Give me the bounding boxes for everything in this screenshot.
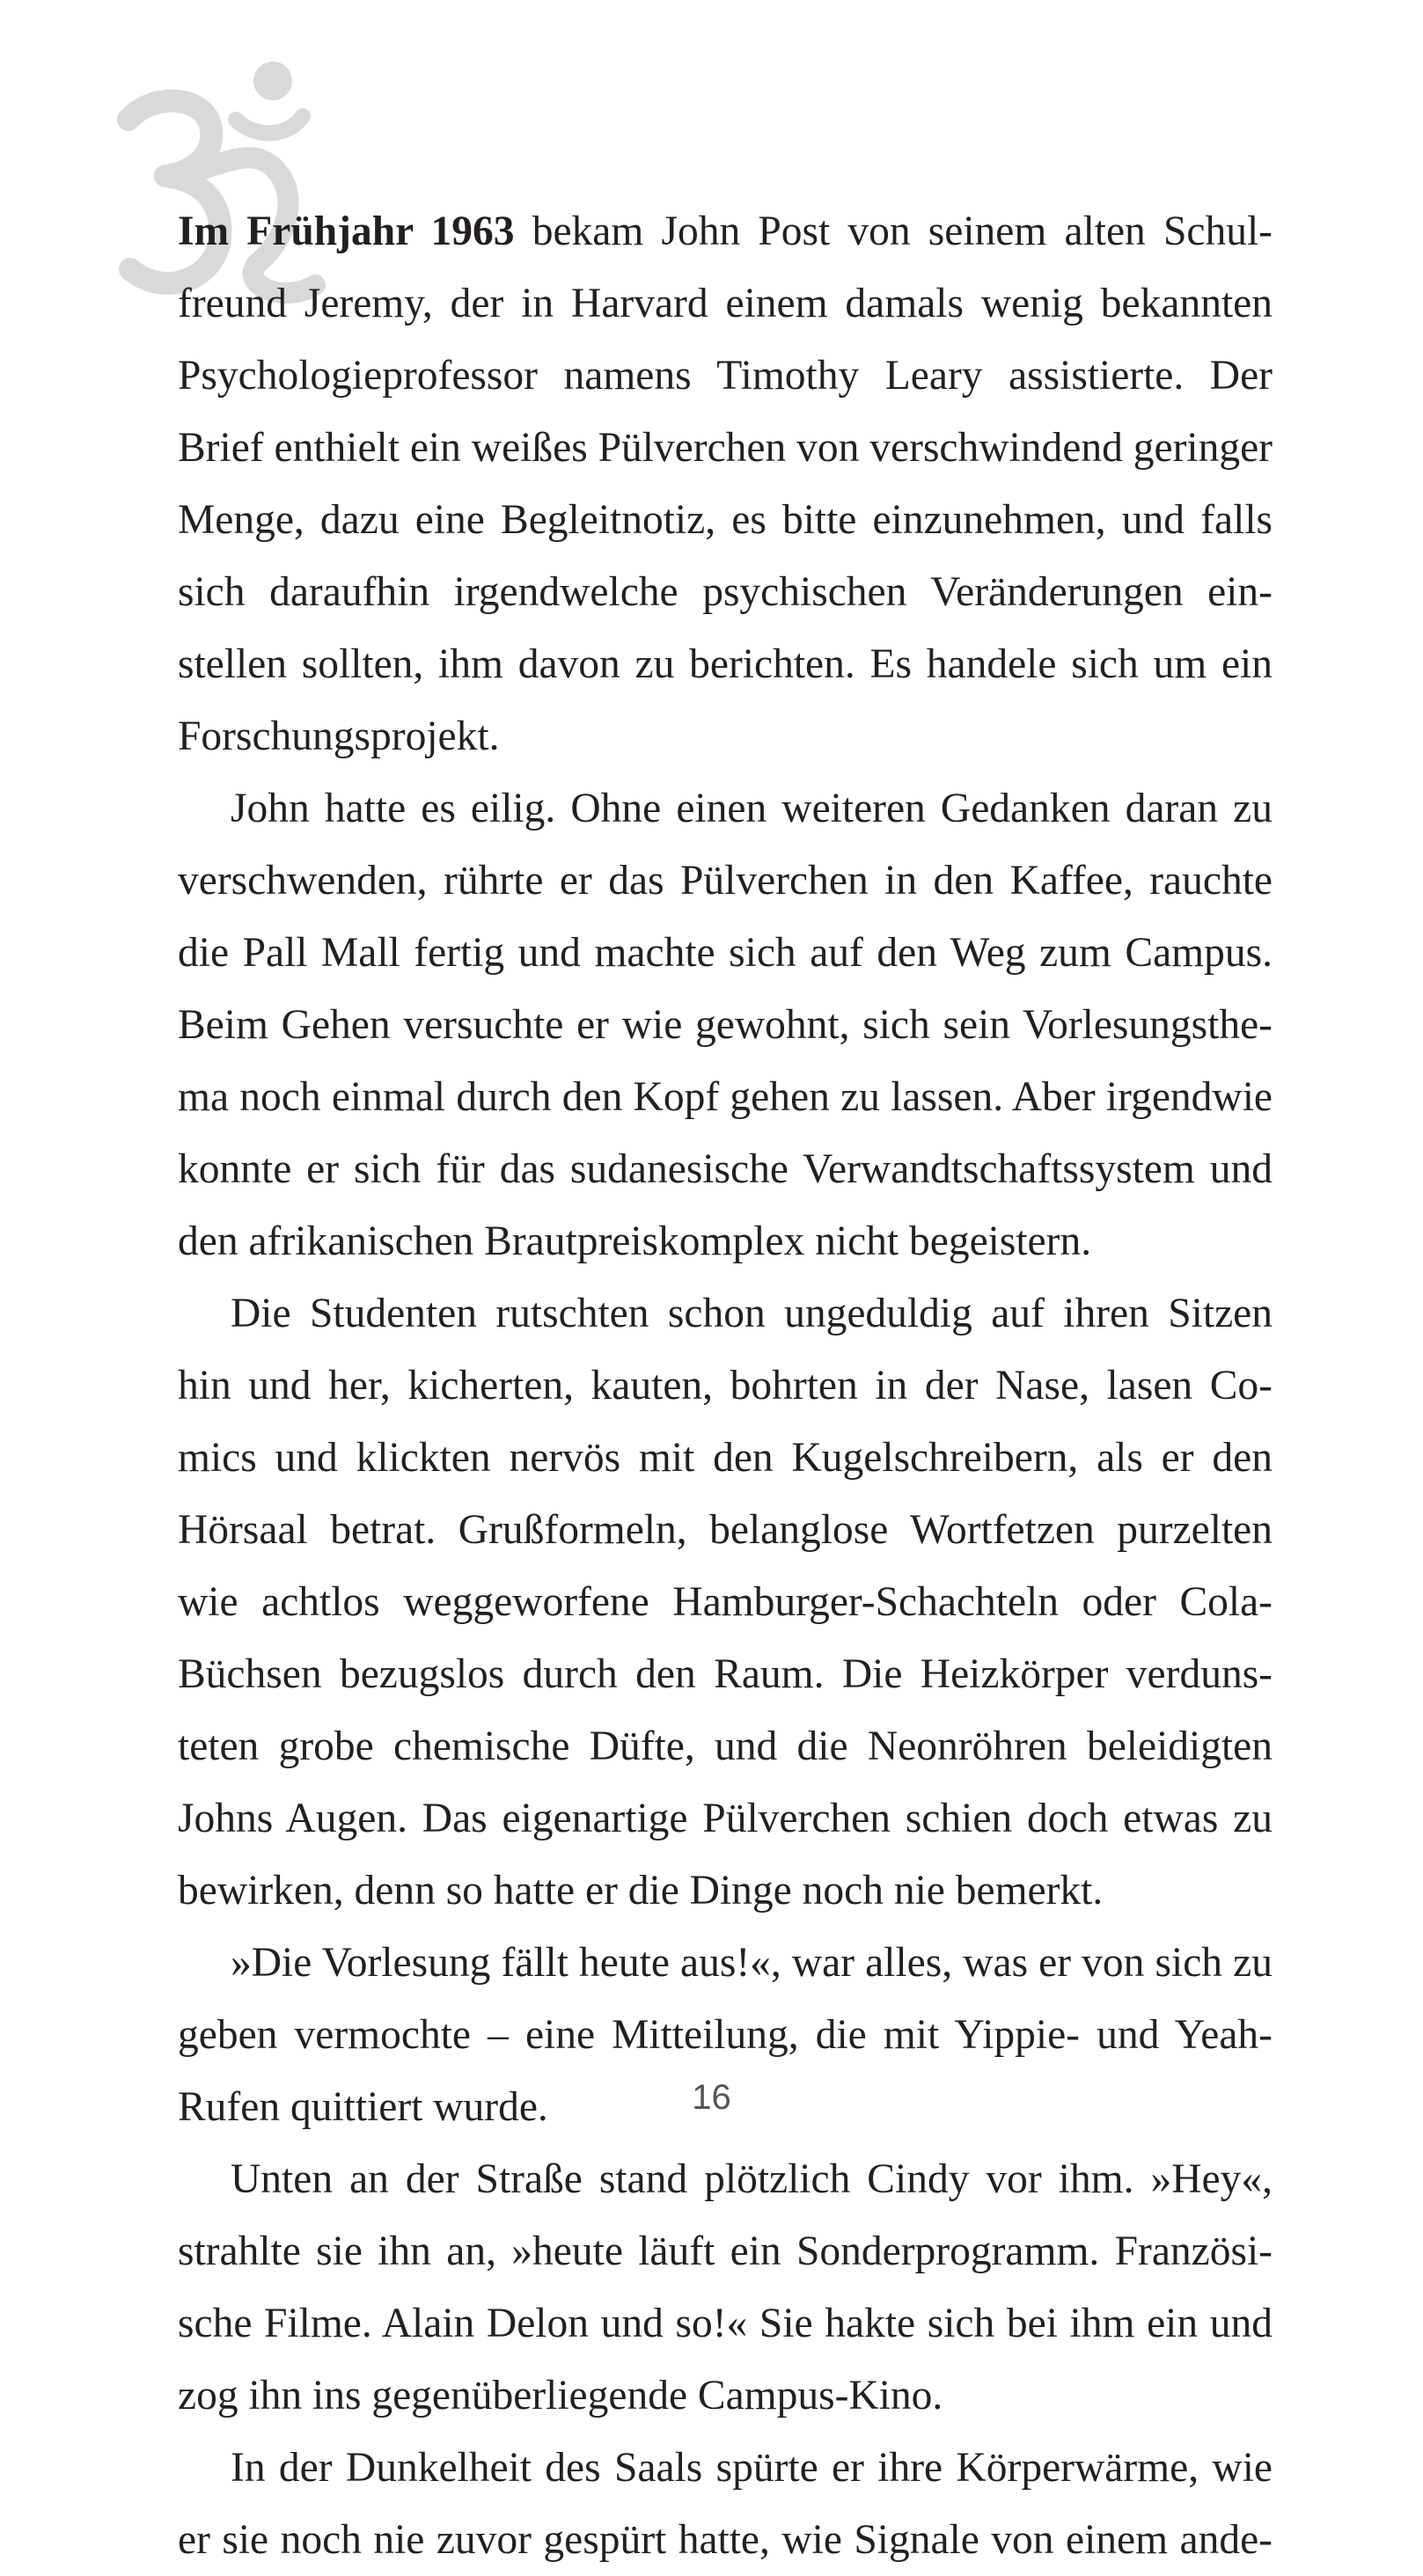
- text-line: freund Jeremy, der in Harvard einem damals wenig bekannten: [178, 281, 1273, 326]
- text-line: Forschungsprojekt.: [178, 714, 500, 759]
- text-line: die Pall Mall fertig und machte sich auf den Weg zum Campus.: [178, 930, 1273, 976]
- text-line: hin und her, kicherten, kauten, bohrten in der Nase, lasen Co-: [178, 1363, 1273, 1409]
- text-line: Brief enthielt ein weißes Pülverchen von verschwindend geringer: [178, 425, 1273, 471]
- text-line: ma noch einmal durch den Kopf gehen zu lassen. Aber irgendwie: [178, 1074, 1273, 1120]
- text-line: Johns Augen. Das eigenartige Pülverchen schien doch etwas zu: [178, 1796, 1273, 1841]
- text-line: sich daraufhin irgendwelche psychischen Veränderungen ein-: [178, 569, 1273, 615]
- text-line: »Die Vorlesung fällt heute aus!«, war alles, was er von sich zu: [231, 1940, 1273, 1986]
- text-line: den afrikanischen Brautpreiskomplex nicht begeistern.: [178, 1218, 1092, 1264]
- text-line: er sie noch nie zuvor gespürt hatte, wie Signale von einem ande-: [178, 2517, 1273, 2563]
- text-line-rest: bekam John Post von seinem alten Schul-: [514, 209, 1273, 254]
- text-line: konnte er sich für das sudanesische Verwandtschaftssystem und: [178, 1146, 1273, 1192]
- text-line: Menge, dazu eine Begleitnotiz, es bitte einzunehmen, und falls: [178, 497, 1273, 543]
- text-line: stellen sollten, ihm davon zu berichten. Es handele sich um ein: [178, 641, 1273, 687]
- text-line: In der Dunkelheit des Saals spürte er ihre Körperwärme, wie: [231, 2445, 1273, 2491]
- text-line: sche Filme. Alain Delon und so!« Sie hakte sich bei ihm ein und: [178, 2301, 1273, 2346]
- text-line: mics und klickten nervös mit den Kugelschreibern, als er den: [178, 1435, 1273, 1481]
- text-line: [178, 195, 1273, 267]
- text-line: Beim Gehen versuchte er wie gewohnt, sich sein Vorlesungsthe-: [178, 1002, 1273, 1048]
- text-line: Rufen quittiert wurde.: [178, 2084, 548, 2130]
- opening-bold-phrase: Im Frühjahr 1963: [178, 209, 515, 254]
- text-line: geben vermochte – eine Mitteilung, die mit Yippie- und Yeah-: [178, 2012, 1273, 2058]
- text-line: Die Studenten rutschten schon ungeduldig auf ihren Sitzen: [231, 1291, 1273, 1336]
- text-line: strahlte sie ihn an, »heute läuft ein Sonderprogramm. Französi-: [178, 2228, 1273, 2274]
- text-line: John hatte es eilig. Ohne einen weiteren Gedanken daran zu: [231, 786, 1273, 831]
- body-text: [178, 195, 1273, 2576]
- text-line: wie achtlos weggeworfene Hamburger-Schachteln oder Cola-: [178, 1579, 1273, 1625]
- text-line: Büchsen bezugslos durch den Raum. Die Heizkörper verduns-: [178, 1651, 1273, 1697]
- text-line: verschwenden, rührte er das Pülverchen in den Kaffee, rauchte: [178, 858, 1273, 904]
- text-line: Psychologieprofessor namens Timothy Leary assistierte. Der: [178, 353, 1273, 399]
- page-number: 16: [692, 2078, 731, 2117]
- text-line: zog ihn ins gegenüberliegende Campus-Kino.: [178, 2373, 943, 2419]
- text-line: Hörsaal betrat. Grußformeln, belanglose Wortfetzen purzelten: [178, 1507, 1273, 1553]
- text-line: bewirken, denn so hatte er die Dinge noch nie bemerkt.: [178, 1868, 1104, 1914]
- text-line: Unten an der Straße stand plötzlich Cindy vor ihm. »Hey«,: [231, 2156, 1273, 2202]
- text-line: teten grobe chemische Düfte, und die Neonröhren beleidigten: [178, 1723, 1273, 1769]
